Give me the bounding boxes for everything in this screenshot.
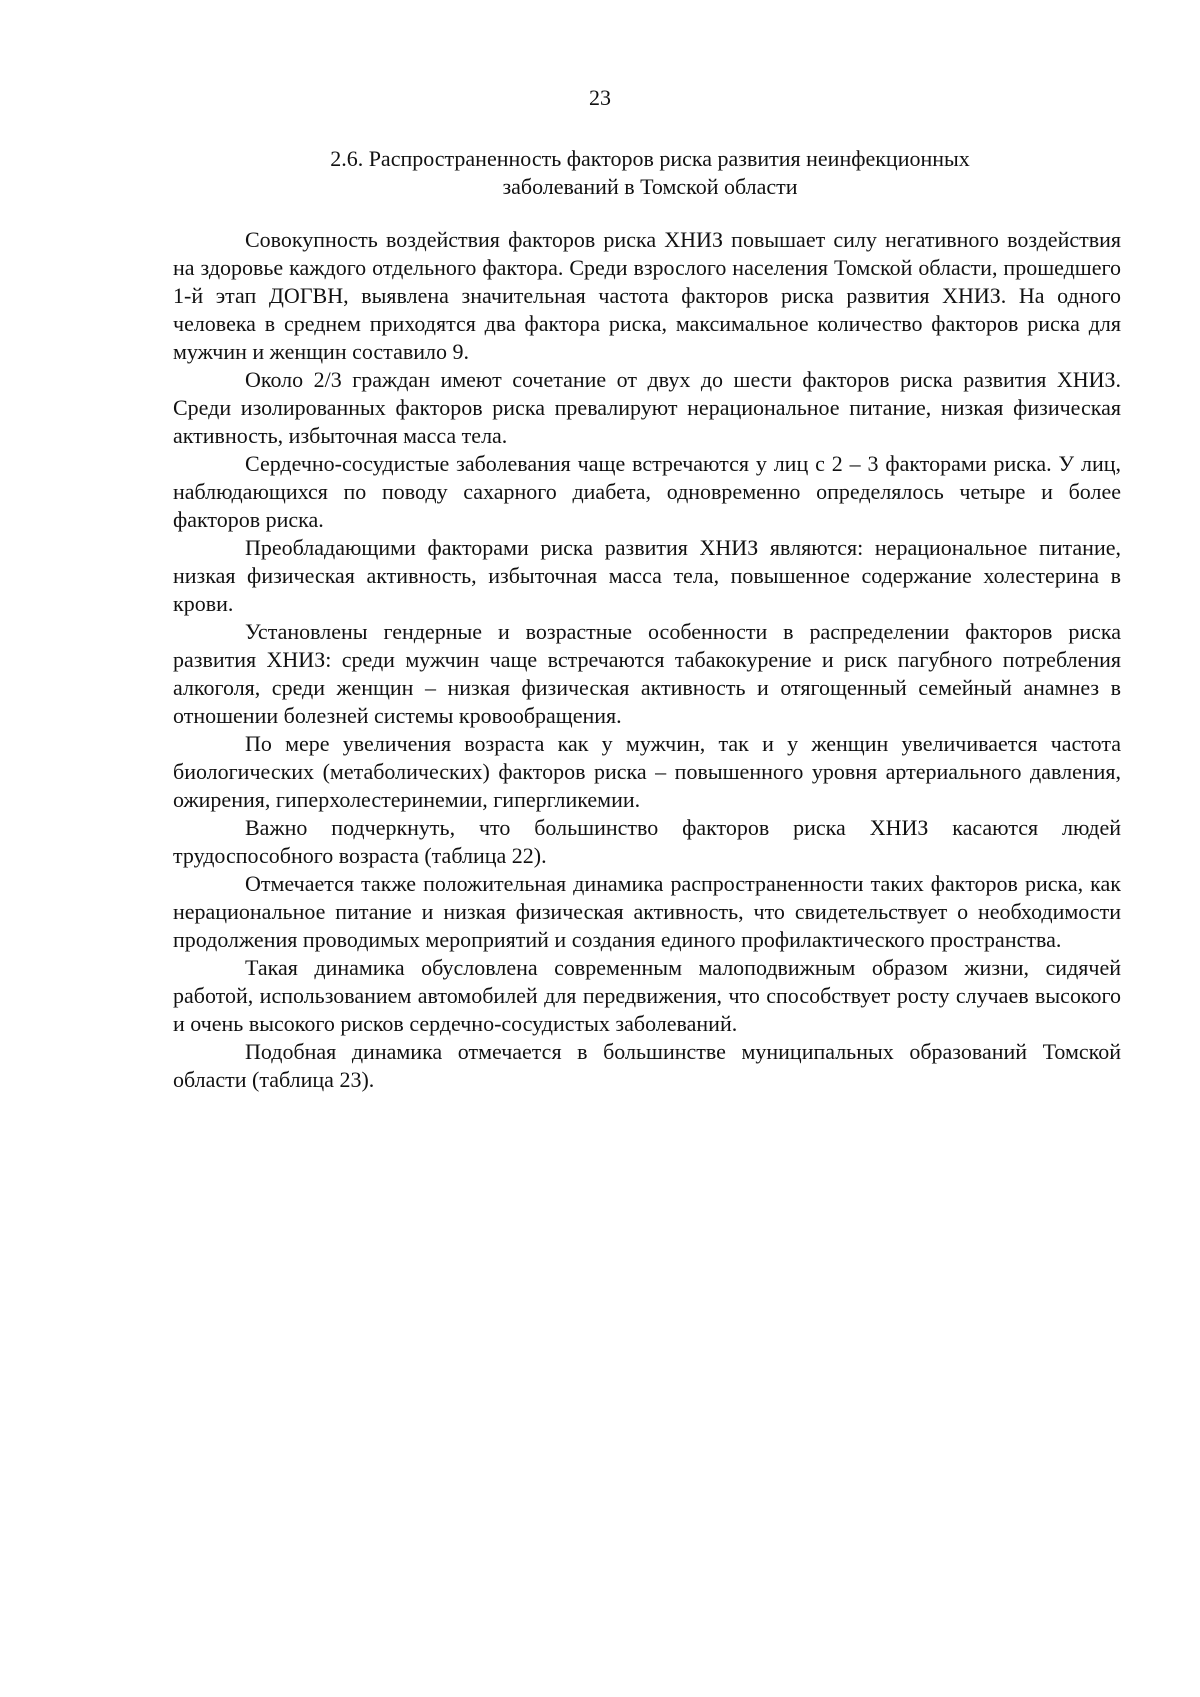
paragraph: Около 2/3 граждан имеют сочетание от двух до шести факторов риска развития ХНИЗ. Среди изолированных факторов риска превалируют нерациональное питание, низкая физическая активность, избыточная масса тела.	[173, 367, 1121, 448]
paragraph: Такая динамика обусловлена современным малоподвижным образом жизни, сидячей работой, использованием автомобилей для передвижения, что способствует росту случаев высокого и очень высокого рисков сердечно-сосудистых заболеваний.	[173, 955, 1121, 1036]
paragraph: Отмечается также положительная динамика распространенности таких факторов риска, как нерациональное питание и низкая физическая активность, что свидетельствует о необходимости продолжения проводимых мероприятий и создания единого профилактического пространства.	[173, 871, 1121, 952]
paragraph: Сердечно-сосудистые заболевания чаще встречаются у лиц с 2 – 3 факторами риска. У лиц, наблюдающихся по поводу сахарного диабета, одновременно определялось четыре и более факторов риска.	[173, 451, 1121, 532]
section-heading-line-1: 2.6. Распространенность факторов риска развития неинфекционных	[330, 146, 970, 171]
paragraph: Установлены гендерные и возрастные особенности в распределении факторов риска развития ХНИЗ: среди мужчин чаще встречаются табакокурение и риск пагубного потребления алкоголя, среди женщин – низкая физическая активность и отягощенный семейный анамнез в отношении болезней системы кровообращения.	[173, 619, 1121, 728]
paragraph: Важно подчеркнуть, что большинство факторов риска ХНИЗ касаются людей трудоспособного возраста (таблица 22).	[173, 815, 1121, 868]
paragraph: Подобная динамика отмечается в большинстве муниципальных образований Томской области (таблица 23).	[173, 1039, 1121, 1092]
paragraph: Совокупность воздействия факторов риска ХНИЗ повышает силу негативного воздействия на здоровье каждого отдельного фактора. Среди взрослого населения Томской области, прошедшего 1-й этап ДОГВН, выявлена значительная частота факторов риска развития ХНИЗ. На одного человека в среднем приходятся два фактора риска, максимальное количество факторов риска для мужчин и женщин составило 9.	[173, 227, 1121, 364]
paragraph: По мере увеличения возраста как у мужчин, так и у женщин увеличивается частота биологических (метаболических) факторов риска – повышенного уровня артериального давления, ожирения, гиперхолестеринемии, гипергликемии.	[173, 731, 1121, 812]
section-heading-line-2: заболеваний в Томской области	[502, 174, 798, 199]
body-text	[173, 226, 1121, 1094]
page-number: 23	[589, 85, 611, 110]
section-heading	[175, 145, 1125, 201]
paragraph: Преобладающими факторами риска развития ХНИЗ являются: нерациональное питание, низкая физическая активность, избыточная масса тела, повышенное содержание холестерина в крови.	[173, 535, 1121, 616]
